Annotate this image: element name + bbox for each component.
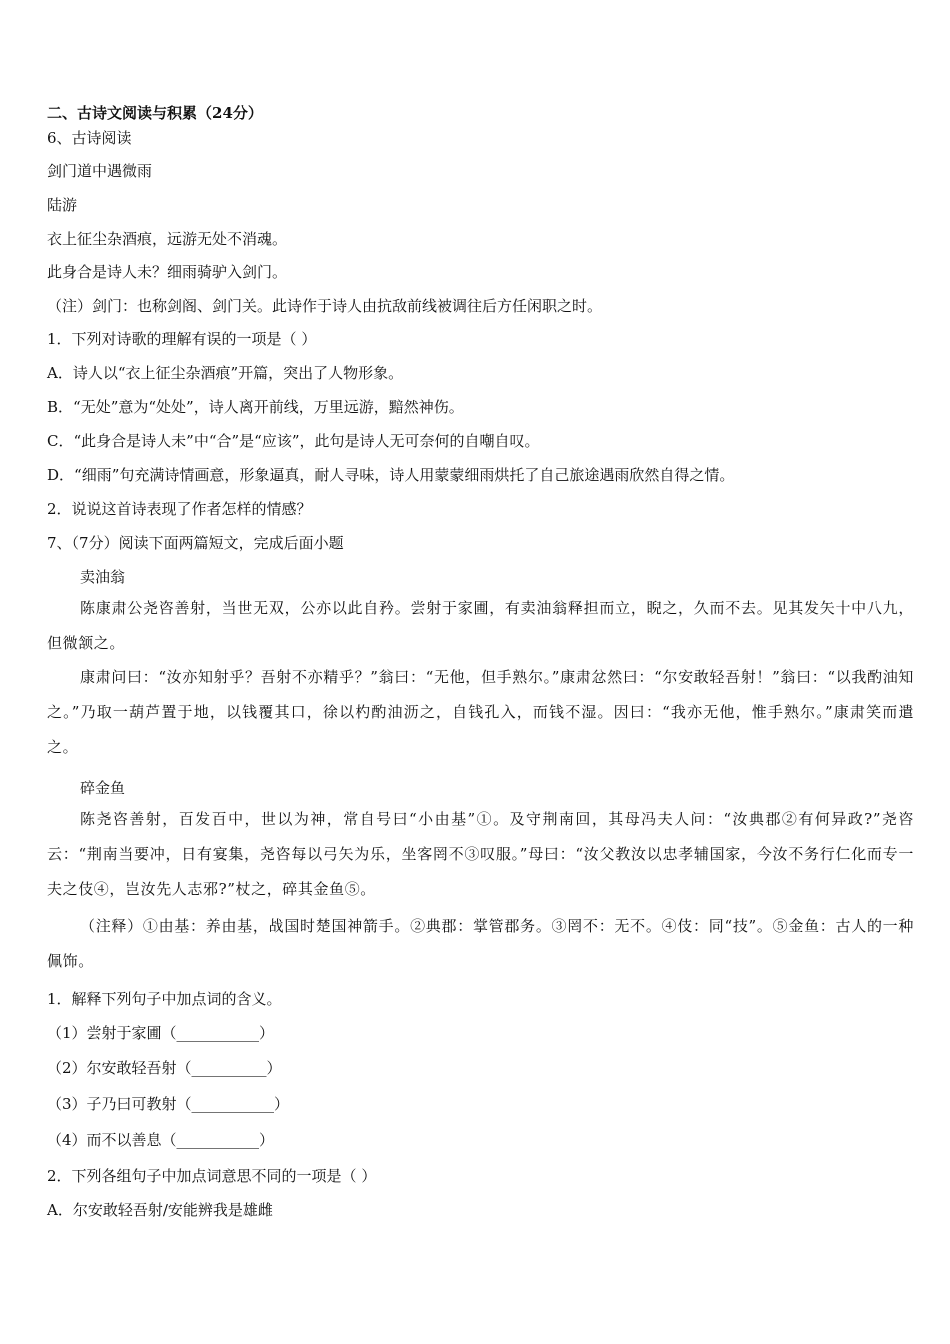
- q7-item-3: （3）子乃曰可教射（___________）: [47, 1095, 290, 1113]
- poem-note: （注）剑门：也称剑阁、剑门关。此诗作于诗人由抗敌前线被调往后方任闲职之时。: [47, 297, 603, 315]
- q7-option-a: A．尔安敢轻吾射/安能辨我是雄雌: [47, 1201, 273, 1219]
- poem-title: 剑门道中遇微雨: [47, 162, 153, 180]
- question-6-title: 6、古诗阅读: [47, 129, 132, 147]
- q7-sub-question-2: 2．下列各组句子中加点词意思不同的一项是（ ）: [47, 1167, 377, 1185]
- q6-option-d: D．“细雨”句充满诗情画意，形象逼真，耐人寻味，诗人用蒙蒙细雨烘托了自己旅途遇雨欣然自得之情。: [47, 466, 735, 484]
- text-1-paragraph-1: 陈康肃公尧咨善射，当世无双，公亦以此自矜。尝射于家圃，有卖油翁释担而立，睨之，久而不去。见其发矢十中八九，但微颔之。: [47, 599, 914, 652]
- q6-option-b: B．“无处”意为“处处”，诗人离开前线，万里远游，黯然神伤。: [47, 398, 464, 416]
- poem-line-1: 衣上征尘杂酒痕，远游无处不消魂。: [47, 230, 288, 248]
- q7-sub-question-1: 1．解释下列句子中加点词的含义。: [47, 990, 282, 1008]
- poem-line-2: 此身合是诗人未？细雨骑驴入剑门。: [47, 263, 288, 281]
- q6-sub-question-2: 2．说说这首诗表现了作者怎样的情感？: [47, 500, 312, 518]
- section-title: 二、古诗文阅读与积累（24分）: [47, 104, 263, 122]
- q6-option-a: A．诗人以“衣上征尘杂酒痕”开篇，突出了人物形象。: [47, 364, 404, 382]
- poem-author: 陆游: [47, 196, 78, 214]
- text-1-paragraph-2: 康肃问曰：“汝亦知射乎？吾射不亦精乎？”翁曰：“无他，但手熟尔。”康肃忿然曰：“尔安敢轻吾射！”翁曰：“以我酌油知之。”乃取一葫芦置于地，以钱覆其口，徐以杓酌油沥之，自钱孔入，而钱不湿。因曰：“我亦无他，惟手熟尔。”康肃笑而遣之。: [47, 668, 914, 756]
- q6-sub-question-1: 1．下列对诗歌的理解有误的一项是（ ）: [47, 330, 317, 348]
- q7-item-1: （1）尝射于家圃（___________）: [47, 1024, 275, 1042]
- text-2-annotation: （注释）①由基：养由基，战国时楚国神箭手。②典郡：掌管郡务。③罔不：无不。④伎：同“技”。⑤金鱼：古人的一种佩饰。: [47, 917, 914, 970]
- q7-item-4: （4）而不以善息（___________）: [47, 1131, 275, 1149]
- text-2-title: 碎金鱼: [80, 779, 126, 797]
- text-1-title: 卖油翁: [80, 568, 126, 586]
- q6-option-c: C．“此身合是诗人未”中“合”是“应该”，此句是诗人无可奈何的自嘲自叹。: [47, 432, 540, 450]
- text-2-paragraph-1: 陈尧咨善射，百发百中，世以为神，常自号曰“小由基”①。及守荆南回，其母冯夫人问：“汝典郡②有何异政?”尧咨云：“荆南当要冲，日有宴集，尧咨每以弓矢为乐，坐客罔不③叹服。”母曰：“汝父教汝以忠孝辅国家，今汝不务行仁化而专一夫之伎④，岂汝先人志邪?”杖之，碎其金鱼⑤。: [47, 810, 914, 898]
- q7-item-2: （2）尔安敢轻吾射（__________）: [47, 1059, 282, 1077]
- question-7-title: 7、（7分）阅读下面两篇短文，完成后面小题: [47, 534, 344, 552]
